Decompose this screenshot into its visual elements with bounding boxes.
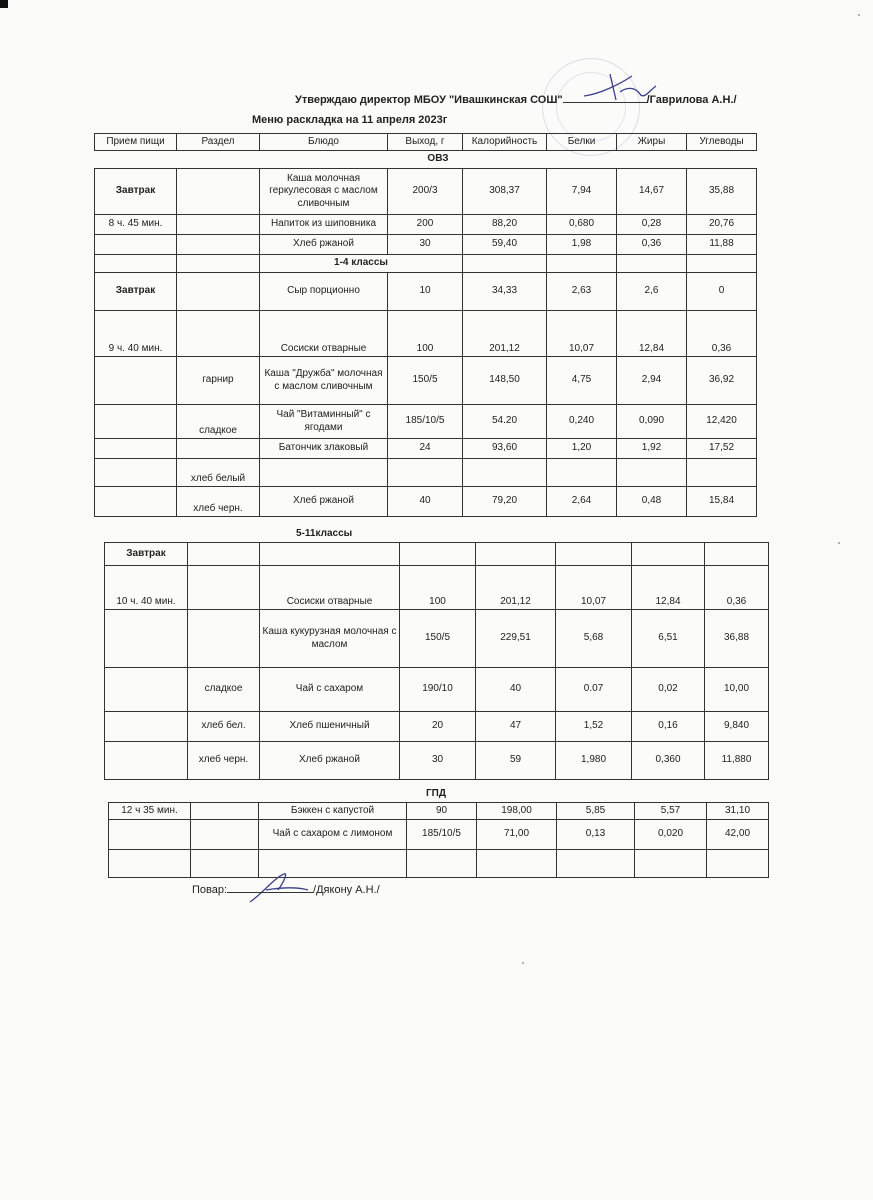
dish-cell: Хлеб ржаной [260,235,388,255]
meal-cell [109,820,191,850]
fat-cell: 2,6 [617,273,687,311]
section-cell [188,543,260,566]
section-title-5-11: 5-11классы [296,528,353,539]
yield-cell: 40 [388,487,463,517]
fat-cell: 0,090 [617,405,687,439]
fat-cell [617,459,687,487]
table-row [105,543,769,566]
kcal-cell: 198,00 [477,803,557,820]
dish-cell: Сосиски отварные [260,311,388,357]
yield-cell: 190/10 [400,668,476,712]
yield-cell: 100 [400,566,476,610]
protein-cell: 7,94 [547,169,617,215]
yield-cell: 150/5 [388,357,463,405]
fat-cell: 14,67 [617,169,687,215]
signature-line [563,92,647,103]
cook-label: Повар: [192,884,228,896]
carbs-cell: 20,76 [687,215,757,235]
cook-line [192,882,380,896]
kcal-cell [477,850,557,878]
dish-cell: Хлеб ржаной [260,742,400,780]
dish-cell: Сосиски отварные [260,566,400,610]
menu-table-main [94,133,757,517]
carbs-cell: 36,88 [705,610,769,668]
menu-title: Меню раскладка на 11 апреля 2023г [252,114,448,126]
section-cell: хлеб черн. [177,487,260,517]
meal-cell [95,439,177,459]
yield-cell: 200/3 [388,169,463,215]
protein-cell: 0,13 [557,820,635,850]
kcal-cell: 34,33 [463,273,547,311]
table-row [95,215,757,235]
fat-cell: 0,16 [632,712,705,742]
table-row [95,169,757,215]
protein-cell: 0,680 [547,215,617,235]
section-cell: сладкое [177,405,260,439]
protein-cell: 1,98 [547,235,617,255]
protein-cell [547,459,617,487]
section-cell [191,820,259,850]
section-cell [188,566,260,610]
protein-cell: 5,85 [557,803,635,820]
scan-speck [838,542,840,544]
kcal-cell: 40 [476,668,556,712]
yield-cell: 30 [400,742,476,780]
fat-cell: 1,92 [617,439,687,459]
dish-cell: Бэккен с капустой [259,803,407,820]
meal-cell [95,459,177,487]
section-title-gpd: ГПД [426,788,446,799]
section-cell: сладкое [188,668,260,712]
kcal-cell [476,543,556,566]
protein-cell: 1,20 [547,439,617,459]
section-title-ovz: ОВЗ [427,153,449,165]
carbs-cell: 0,36 [705,566,769,610]
yield-cell: 100 [388,311,463,357]
dish-cell: Каша молочная геркулесовая с маслом сливочным [260,169,388,215]
director-name: /Гаврилова А.Н./ [646,94,737,106]
kcal-cell [463,459,547,487]
dish-cell: Чай "Витаминный" с ягодами [260,405,388,439]
carbs-cell: 0,36 [687,311,757,357]
kcal-cell: 79,20 [463,487,547,517]
kcal-cell: 59 [476,742,556,780]
section-row [95,255,757,273]
scan-corner-mark [0,0,8,8]
section-cell [188,610,260,668]
col-header-dish: Блюдо [260,134,388,151]
meal-cell: Завтрак [95,169,177,215]
section-cell [177,215,260,235]
yield-cell: 150/5 [400,610,476,668]
fat-cell: 0,48 [617,487,687,517]
carbs-cell: 11,88 [687,235,757,255]
meal-cell [105,610,188,668]
kcal-cell: 308,37 [463,169,547,215]
fat-cell: 2,94 [617,357,687,405]
protein-cell: 2,64 [547,487,617,517]
section-cell [177,311,260,357]
yield-cell: 200 [388,215,463,235]
meal-cell [105,742,188,780]
protein-cell [556,543,632,566]
dish-cell: Чай с сахаром [260,668,400,712]
table-row [95,273,757,311]
kcal-cell: 88,20 [463,215,547,235]
kcal-cell: 59,40 [463,235,547,255]
kcal-cell: 201,12 [476,566,556,610]
dish-cell: Каша "Дружба" молочная с маслом сливочным [260,357,388,405]
carbs-cell [687,459,757,487]
meal-cell [95,357,177,405]
fat-cell: 0,36 [617,235,687,255]
fat-cell: 0,020 [635,820,707,850]
table-row [95,439,757,459]
approval-text: Утверждаю директор МБОУ "Ивашкинская СОШ" [295,94,563,106]
protein-cell: 10,07 [547,311,617,357]
section-cell [177,273,260,311]
carbs-cell: 15,84 [687,487,757,517]
meal-cell: Завтрак [95,273,177,311]
yield-cell: 90 [407,803,477,820]
section-cell [177,439,260,459]
col-header-carbs: Углеводы [687,134,757,151]
dish-cell: Хлеб ржаной [260,487,388,517]
meal-cell: 9 ч. 40 мин. [95,311,177,357]
fat-cell: 12,84 [632,566,705,610]
cook-name: /Дякону А.Н./ [313,884,380,896]
kcal-cell: 93,60 [463,439,547,459]
table-row [105,566,769,610]
protein-cell: 10,07 [556,566,632,610]
section-title-1-4: 1-4 классы [260,255,463,273]
approval-line [295,92,737,106]
meal-cell [95,235,177,255]
carbs-cell [705,543,769,566]
col-header-kcal: Калорийность [463,134,547,151]
col-header-protein: Белки [547,134,617,151]
protein-cell: 0,240 [547,405,617,439]
meal-cell: 10 ч. 40 мин. [105,566,188,610]
section-cell: хлеб черн. [188,742,260,780]
table-row [109,820,769,850]
kcal-cell: 229,51 [476,610,556,668]
fat-cell [635,850,707,878]
meal-cell [95,487,177,517]
table-row [95,459,757,487]
signature-line [227,882,313,893]
meal-cell [95,405,177,439]
table-row [105,712,769,742]
carbs-cell: 36,92 [687,357,757,405]
table-row [105,610,769,668]
table-row [95,487,757,517]
carbs-cell: 9,840 [705,712,769,742]
yield-cell: 10 [388,273,463,311]
fat-cell: 12,84 [617,311,687,357]
yield-cell [407,850,477,878]
dish-cell: Каша кукурузная молочная с маслом [260,610,400,668]
yield-cell [388,459,463,487]
carbs-cell: 12,420 [687,405,757,439]
section-cell [191,803,259,820]
menu-table-5-11 [104,542,769,780]
protein-cell: 1,52 [556,712,632,742]
carbs-cell: 10,00 [705,668,769,712]
header-row [95,134,757,151]
carbs-cell: 35,88 [687,169,757,215]
menu-table-gpd [108,802,769,878]
kcal-cell: 148,50 [463,357,547,405]
fat-cell: 5,57 [635,803,707,820]
protein-cell: 1,980 [556,742,632,780]
meal-cell [109,850,191,878]
table-row [95,235,757,255]
carbs-cell: 42,00 [707,820,769,850]
section-cell [177,235,260,255]
section-cell: гарнир [177,357,260,405]
kcal-cell: 47 [476,712,556,742]
scan-speck [858,14,860,16]
col-header-meal: Прием пищи [95,134,177,151]
table-row [95,357,757,405]
col-header-section: Раздел [177,134,260,151]
dish-cell: Батончик злаковый [260,439,388,459]
meal-cell: 12 ч 35 мин. [109,803,191,820]
fat-cell: 0,28 [617,215,687,235]
fat-cell: 0,360 [632,742,705,780]
dish-cell [260,459,388,487]
fat-cell: 6,51 [632,610,705,668]
yield-cell: 24 [388,439,463,459]
kcal-cell: 71,00 [477,820,557,850]
table-row [95,405,757,439]
protein-cell: 2,63 [547,273,617,311]
table-row [109,850,769,878]
fat-cell: 0,02 [632,668,705,712]
protein-cell [557,850,635,878]
meal-cell: 8 ч. 45 мин. [95,215,177,235]
kcal-cell: 201,12 [463,311,547,357]
yield-cell: 185/10/5 [388,405,463,439]
protein-cell: 4,75 [547,357,617,405]
meal-cell [105,668,188,712]
protein-cell: 0.07 [556,668,632,712]
col-header-fat: Жиры [617,134,687,151]
meal-cell [105,712,188,742]
section-cell: хлеб бел. [188,712,260,742]
yield-cell [400,543,476,566]
carbs-cell: 11,880 [705,742,769,780]
protein-cell: 5,68 [556,610,632,668]
dish-cell: Сыр порционно [260,273,388,311]
scan-speck [522,962,524,964]
carbs-cell: 17,52 [687,439,757,459]
yield-cell: 185/10/5 [407,820,477,850]
carbs-cell: 31,10 [707,803,769,820]
dish-cell: Напиток из шиповника [260,215,388,235]
fat-cell [632,543,705,566]
meal-cell: Завтрак [105,543,188,566]
table-row [105,742,769,780]
yield-cell: 30 [388,235,463,255]
yield-cell: 20 [400,712,476,742]
carbs-cell [707,850,769,878]
table-row [105,668,769,712]
col-header-yield: Выход, г [388,134,463,151]
section-row [95,151,757,169]
kcal-cell: 54.20 [463,405,547,439]
carbs-cell: 0 [687,273,757,311]
section-cell [177,169,260,215]
dish-cell [260,543,400,566]
section-cell: хлеб белый [177,459,260,487]
table-row [109,803,769,820]
dish-cell: Хлеб пшеничный [260,712,400,742]
table-row [95,311,757,357]
dish-cell: Чай с сахаром с лимоном [259,820,407,850]
